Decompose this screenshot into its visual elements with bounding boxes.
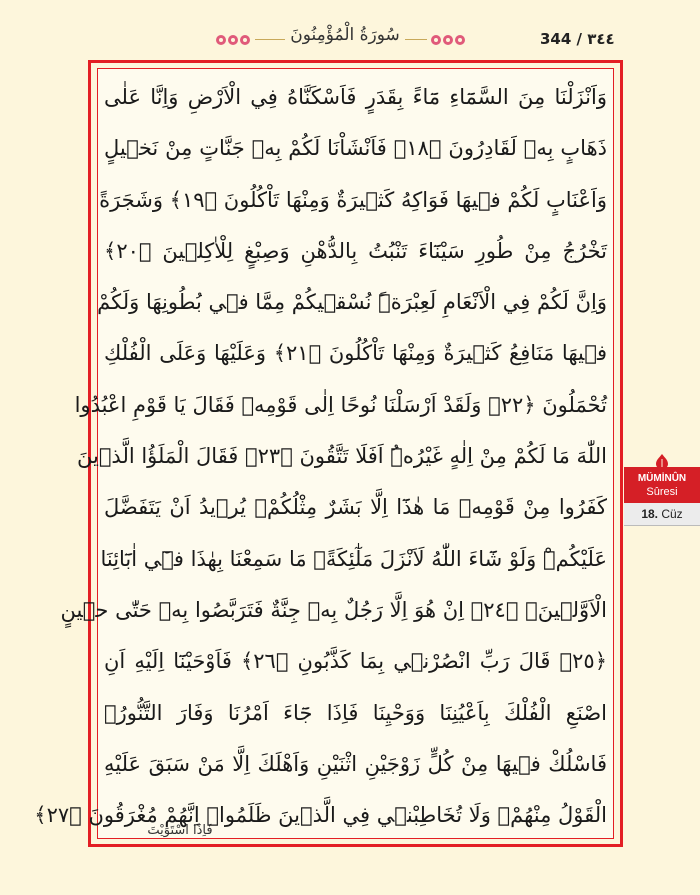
tab-juz-section xyxy=(624,503,700,526)
page-number: 344 / ٣٤٤ xyxy=(540,30,615,48)
text-line: الْقَوْلُ مِنْهُمْۚ وَلَا تُخَاطِبْن۪ي فِي الَّذ۪ينَ ظَلَمُواۚ اِنَّهُمْ مُغْرَقُونَ ﴿٢٧﴾ xyxy=(34,803,607,828)
tab-surah-label: Sûresi xyxy=(646,486,678,498)
tab-surah-name: MÜMİNÛN xyxy=(637,473,687,484)
surah-juz-tab[interactable] xyxy=(624,467,700,527)
text-line: فَاسْلُكْ ف۪يهَا مِنْ كُلٍّ زَوْجَيْنِ اثْنَيْنِ وَاَهْلَكَ اِلَّا مَنْ سَبَقَ عَلَيْهِ xyxy=(104,751,607,776)
text-line: وَاَعْنَابٍ لَكُمْ ف۪يهَا فَوَاكِهُ كَث۪يرَةٌ وَمِنْهَا تَاْكُلُونَ ﴿١٩﴾ وَشَجَرَةً xyxy=(99,187,607,212)
page-header xyxy=(0,0,700,60)
text-line: تَخْرُجُ مِنْ طُورِ سَيْنَٓاءَ تَنْبُتُ بِالدُّهْنِ وَصِبْغٍ لِلْاٰكِل۪ينَ ﴿٢٠﴾ xyxy=(104,238,607,263)
quran-text xyxy=(34,72,608,841)
tab-juz xyxy=(624,507,700,521)
text-line: وَاَنْزَلْنَا مِنَ السَّمَٓاءِ مَٓاءً بِقَدَرٍ فَاَسْكَنَّاهُ فِي الْاَرْضِ وَاِنَّا عَلٰى xyxy=(104,85,607,109)
header-divider xyxy=(405,39,427,40)
tab-surah-section xyxy=(624,467,700,503)
floral-ornament-icon xyxy=(430,31,466,49)
text-line: الْاَوَّل۪ينَۚ ﴿٢٤﴾ اِنْ هُوَ اِلَّا رَجُلٌ بِه۪ جِنَّةٌ فَتَرَبَّصُوا بِه۪ حَتّٰى ح۪ينٍ xyxy=(60,597,607,622)
text-line: اللّٰهَ مَا لَكُمْ مِنْ اِلٰهٍ غَيْرُهُۜ اَفَلَا تَتَّقُونَ ﴿٢٣﴾ فَقَالَ الْمَلَؤُا الَّذ۪ينَ xyxy=(76,444,607,469)
juz-number: 18. xyxy=(641,507,658,521)
text-line: عَلَيْكُمْۜ وَلَوْ شَٓاءَ اللّٰهُ لَاَنْزَلَ مَلٰٓئِكَةًۚ مَا سَمِعْنَا بِهٰذَا ف۪ٓي اٰبَٓائِنَا xyxy=(100,546,607,571)
text-line: اصْنَعِ الْفُلْكَ بِاَعْيُنِنَا وَوَحْيِنَا فَاِذَا جَٓاءَ اَمْرُنَا وَفَارَ التَّنُّورُۙ xyxy=(104,700,607,725)
text-line: كَفَرُوا مِنْ قَوْمِه۪ مَا هٰذَٓا اِلَّا بَشَرٌ مِثْلُكُمْۙ يُر۪يدُ اَنْ يَتَفَضَّلَ xyxy=(104,495,607,520)
catchword: فَاِذَا اسْتَوَيْتَ xyxy=(147,823,213,838)
header-divider xyxy=(255,39,285,40)
text-line: وَاِنَّ لَكُمْ فِي الْاَنْعَامِ لَعِبْرَةًۜ نُسْق۪يكُمْ مِمَّا ف۪ي بُطُونِهَا وَلَكُمْ xyxy=(97,290,607,315)
text-line: ﴿٢٥﴾ قَالَ رَبِّ انْصُرْن۪ي بِمَا كَذَّبُونِ ﴿٢٦﴾ فَاَوْحَيْنَٓا اِلَيْهِ اَنِ xyxy=(104,649,607,674)
surah-title: سُورَةُ الْمُؤْمِنُونَ xyxy=(290,25,400,45)
text-line: تُحْمَلُونَ ﴿٢٢﴾ وَلَقَدْ اَرْسَلْنَا نُوحًا اِلٰى قَوْمِه۪ فَقَالَ يَا قَوْمِ اعْبُدُوا xyxy=(74,392,607,417)
juz-label: Cüz xyxy=(661,507,683,521)
text-line: ذَهَابٍ بِه۪ لَقَادِرُونَ ﴿١٨﴾ فَاَنْشَاْنَا لَكُمْ بِه۪ جَنَّاتٍ مِنْ نَخ۪يلٍ xyxy=(104,136,608,161)
floral-ornament-icon xyxy=(215,31,251,49)
text-line: ف۪يهَا مَنَافِعُ كَث۪يرَةٌ وَمِنْهَا تَاْكُلُونَ ﴿٢١﴾ وَعَلَيْهَا وَعَلَى الْفُلْكِ xyxy=(104,341,607,366)
